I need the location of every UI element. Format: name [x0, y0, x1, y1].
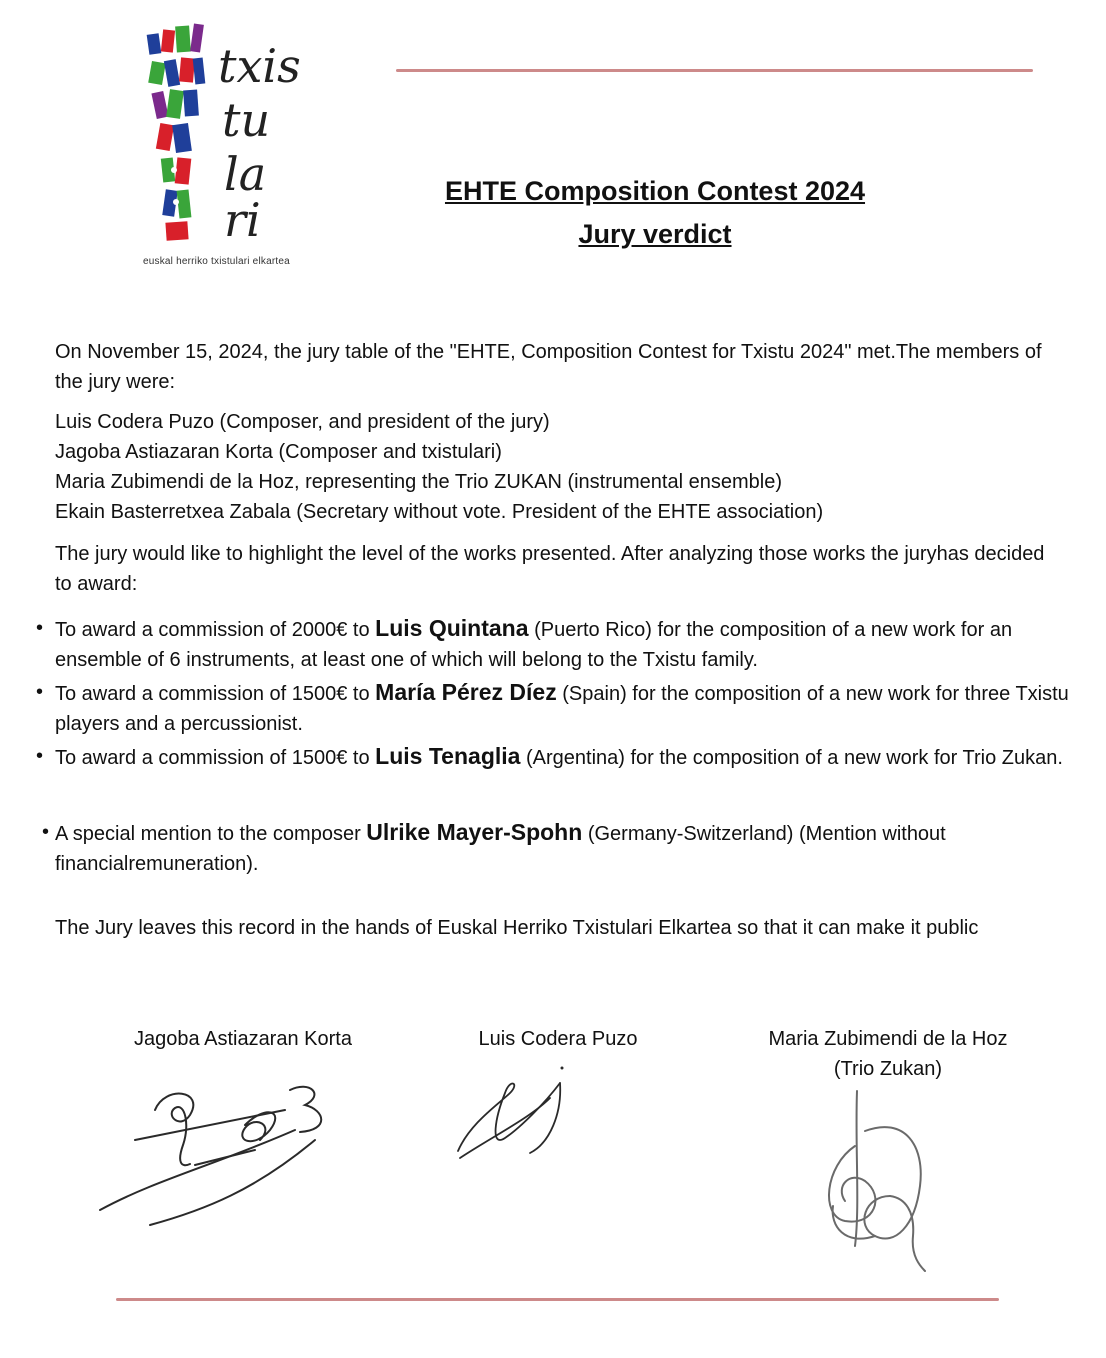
- logo-mosaic: [147, 23, 206, 240]
- logo-word-line-3: la: [224, 147, 267, 201]
- signature-jagoba: [95, 1070, 335, 1235]
- signatory-name-text: Jagoba Astiazaran Korta: [134, 1028, 352, 1050]
- bullet-point: •: [42, 821, 50, 843]
- txistulari-logo: [140, 20, 320, 270]
- signatory-name: [438, 1024, 678, 1054]
- intro-paragraph: On November 15, 2024, the jury table of the "EHTE, Composition Contest for Txistu 2024" met.The members of the jury were:: [55, 341, 1042, 393]
- logo-word-line-2: tu: [222, 93, 271, 147]
- award-details: (Puerto Rico) for the composition of a new work for an ensemble of 6 instruments, at least one of which will belong to the Txistu family.: [55, 619, 1013, 671]
- signatory-name: [738, 1024, 1038, 1084]
- jury-member: Ekain Basterretxea Zabala (Secretary without vote. President of the EHTE association): [55, 501, 824, 523]
- award-text: To award a commission of 1500€ to: [55, 747, 376, 769]
- jury-member: Luis Codera Puzo (Composer, and president of the jury): [55, 411, 550, 433]
- awardee-name: Ulrike Mayer-Spohn: [366, 819, 583, 845]
- award-item: [36, 741, 1075, 773]
- award-text: To award a commission of 2000€ to: [55, 619, 376, 641]
- jury-member: Maria Zubimendi de la Hoz, representing the Trio ZUKAN (instrumental ensemble): [55, 471, 782, 493]
- document-subtitle: Jury verdict: [578, 219, 732, 249]
- bottom-divider-rule: [116, 1298, 999, 1301]
- special-mention-item: [42, 817, 1075, 879]
- logo-wordmark: [218, 39, 301, 247]
- award-details: (Argentina) for the composition of a new work for Trio Zukan.: [520, 747, 1063, 769]
- signature-maria-zubimendi: [815, 1086, 945, 1276]
- jury-member: Jagoba Astiazaran Korta (Composer and txistulari): [55, 441, 502, 463]
- signatory-name-text: Luis Codera Puzo: [478, 1028, 638, 1050]
- document-title: EHTE Composition Contest 2024: [444, 176, 866, 206]
- bullet-point: •: [36, 681, 44, 703]
- bullet-point: •: [36, 617, 44, 639]
- award-item: [36, 677, 1075, 739]
- jury-member-list: [55, 407, 1075, 527]
- awardee-name: Luis Tenaglia: [375, 743, 521, 769]
- bullet-point: •: [36, 745, 44, 767]
- signature-luis-codera: [450, 1063, 570, 1168]
- logo-caption: euskal herriko txistulari elkartea: [143, 256, 290, 267]
- top-divider-rule: [396, 69, 1033, 72]
- logo-word-line-1: txis: [218, 39, 301, 93]
- award-details: (Germany-Switzerland) (Mention without financialremuneration).: [55, 823, 946, 875]
- signatory-affiliation: (Trio Zukan): [833, 1058, 943, 1080]
- signatory-name-text: Maria Zubimendi de la Hoz: [768, 1028, 1008, 1050]
- highlight-paragraph: The jury would like to highlight the level of the works presented. After analyzing those works the juryhas decided to award:: [55, 543, 1045, 595]
- closing-paragraph: The Jury leaves this record in the hands of Euskal Herriko Txistulari Elkartea so that it can make it public: [55, 917, 979, 939]
- signatory-name: [103, 1024, 383, 1054]
- logo-word-line-4: ri: [224, 193, 261, 247]
- awardee-name: Luis Quintana: [375, 615, 529, 641]
- award-text: To award a commission of 1500€ to: [55, 683, 376, 705]
- awardee-name: María Pérez Díez: [375, 679, 557, 705]
- award-item: [36, 613, 1075, 675]
- award-text: A special mention to the composer: [55, 823, 367, 845]
- award-details: (Spain) for the composition of a new work for three Txistu players and a percussionist.: [55, 683, 1069, 735]
